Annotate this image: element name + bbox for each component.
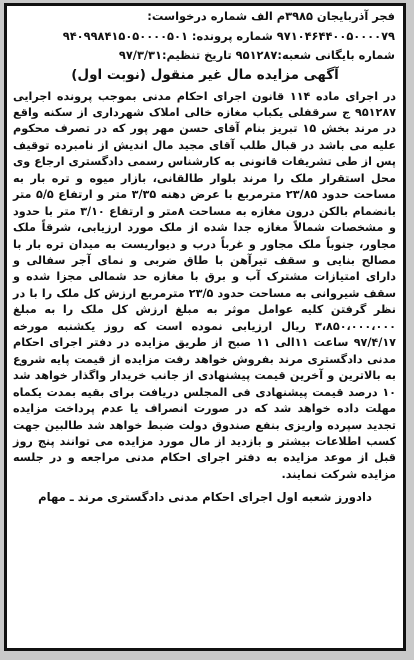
auction-notice [4, 3, 406, 651]
notice-body: در اجرای ماده ۱۱۴ قانون اجرای احکام مدنی بموجب پرونده اجرایی ۹۵۱۲۸۷ ج سرقفلی یکباب مغازه خالی املاک شهرداری از سکنه واقع در مرند بخش ۱۵ تبریز بنام آقای حسن مهر پور که در تصرف محکوم علیه می باشد در قبال طلب آقای مجید مال اندیش از نامبرده توقیف پس از طی تشریفات قانونی به کارشناس رسمی دادگستری ارجاع وی محل استقرار ملک را مرند بلوار طالقانی، بازار میوه و تره بار به مساحت حدود ۲۳/۸۵ مترمربع با عرض دهنه ۳/۳۵ متر و ارتفاع ۵/۵ متر بانضمام بالکن درون مغازه به مساحت ۸متر و ارتفاع ۳/۱۰ متر با حدود و مشخصات شمالاً مغازه جدا شده از ملک مورد ارزیابی، شرقاً ملک مجاور، جنوباً ملک مجاور و غرباً درب و دیواریست به میدان تره بار با مصالح بنایی و سقف تیرآهن با طاق ضربی و نمای آجر سفالی و دارای امتیازات مشترک آب و برق با مغازه حد شمالی مجزا شده و سقف شیروانی به مساحت حدود ۲۳/۵ مترمربع ارزش کل ملک را با در نظر گرفتن کلیه عوامل موثر به مبلغ ارزش کل ملک را به مبلغ ۳،۸۵۰،۰۰۰،۰۰۰ ریال ارزیابی نموده است که روز یکشنبه مورخه ۹۷/۴/۱۷ ساعت ۱۱الی ۱۱ صبح از طریق مزایده در دفتر اجرای احکام مدنی دادگستری مرند بفروش خواهد رفت مزایده از قیمت پایه شروع به بالاترین و آخرین قیمت پیشنهادی از جانب خریدار واگذار خواهد شد ۱۰ درصد قیمت پیشنهادی فی المجلس دریافت برای بقیه بمدت یکماه مهلت داده خواهد شد که در صورت انصراف یا عدم پرداخت مزایده تجدید سپرده واریزی بنفع صندوق دولت ضبط خواهد شد طالبین جهت کسب اطلاعات بیشتر و بازدید از مال مورد مزایده می توانند پنج روز قبل از موعد مزایده به دفتر اجرای احکام مدنی مراجعه و در جلسه مزایده شرکت نمایند. [13, 89, 397, 481]
signature-line: دادورز شعبه اول اجرای احکام مدنی دادگستری مرند ـ مهام [38, 490, 372, 505]
header-archive-date: شماره بایگانی شعبه:۹۵۱۲۸۷ تاریخ تنظیم:۹۷/۳/۳۱ [118, 48, 395, 62]
header-case-numbers: ۹۷۱۰۴۶۴۴۰۰۵۰۰۰۰۷۹ شماره پرونده: ۹۴۰۹۹۸۴۱۵۰۵۰۰۰۰۵۰۱ [62, 28, 395, 43]
header-request-line: فجر آذربایجان ۳۹۸۵م الف شماره درخواست: [147, 9, 395, 23]
notice-title: آگهی مزایده مال غیر منقول (نوبت اول) [71, 66, 339, 83]
